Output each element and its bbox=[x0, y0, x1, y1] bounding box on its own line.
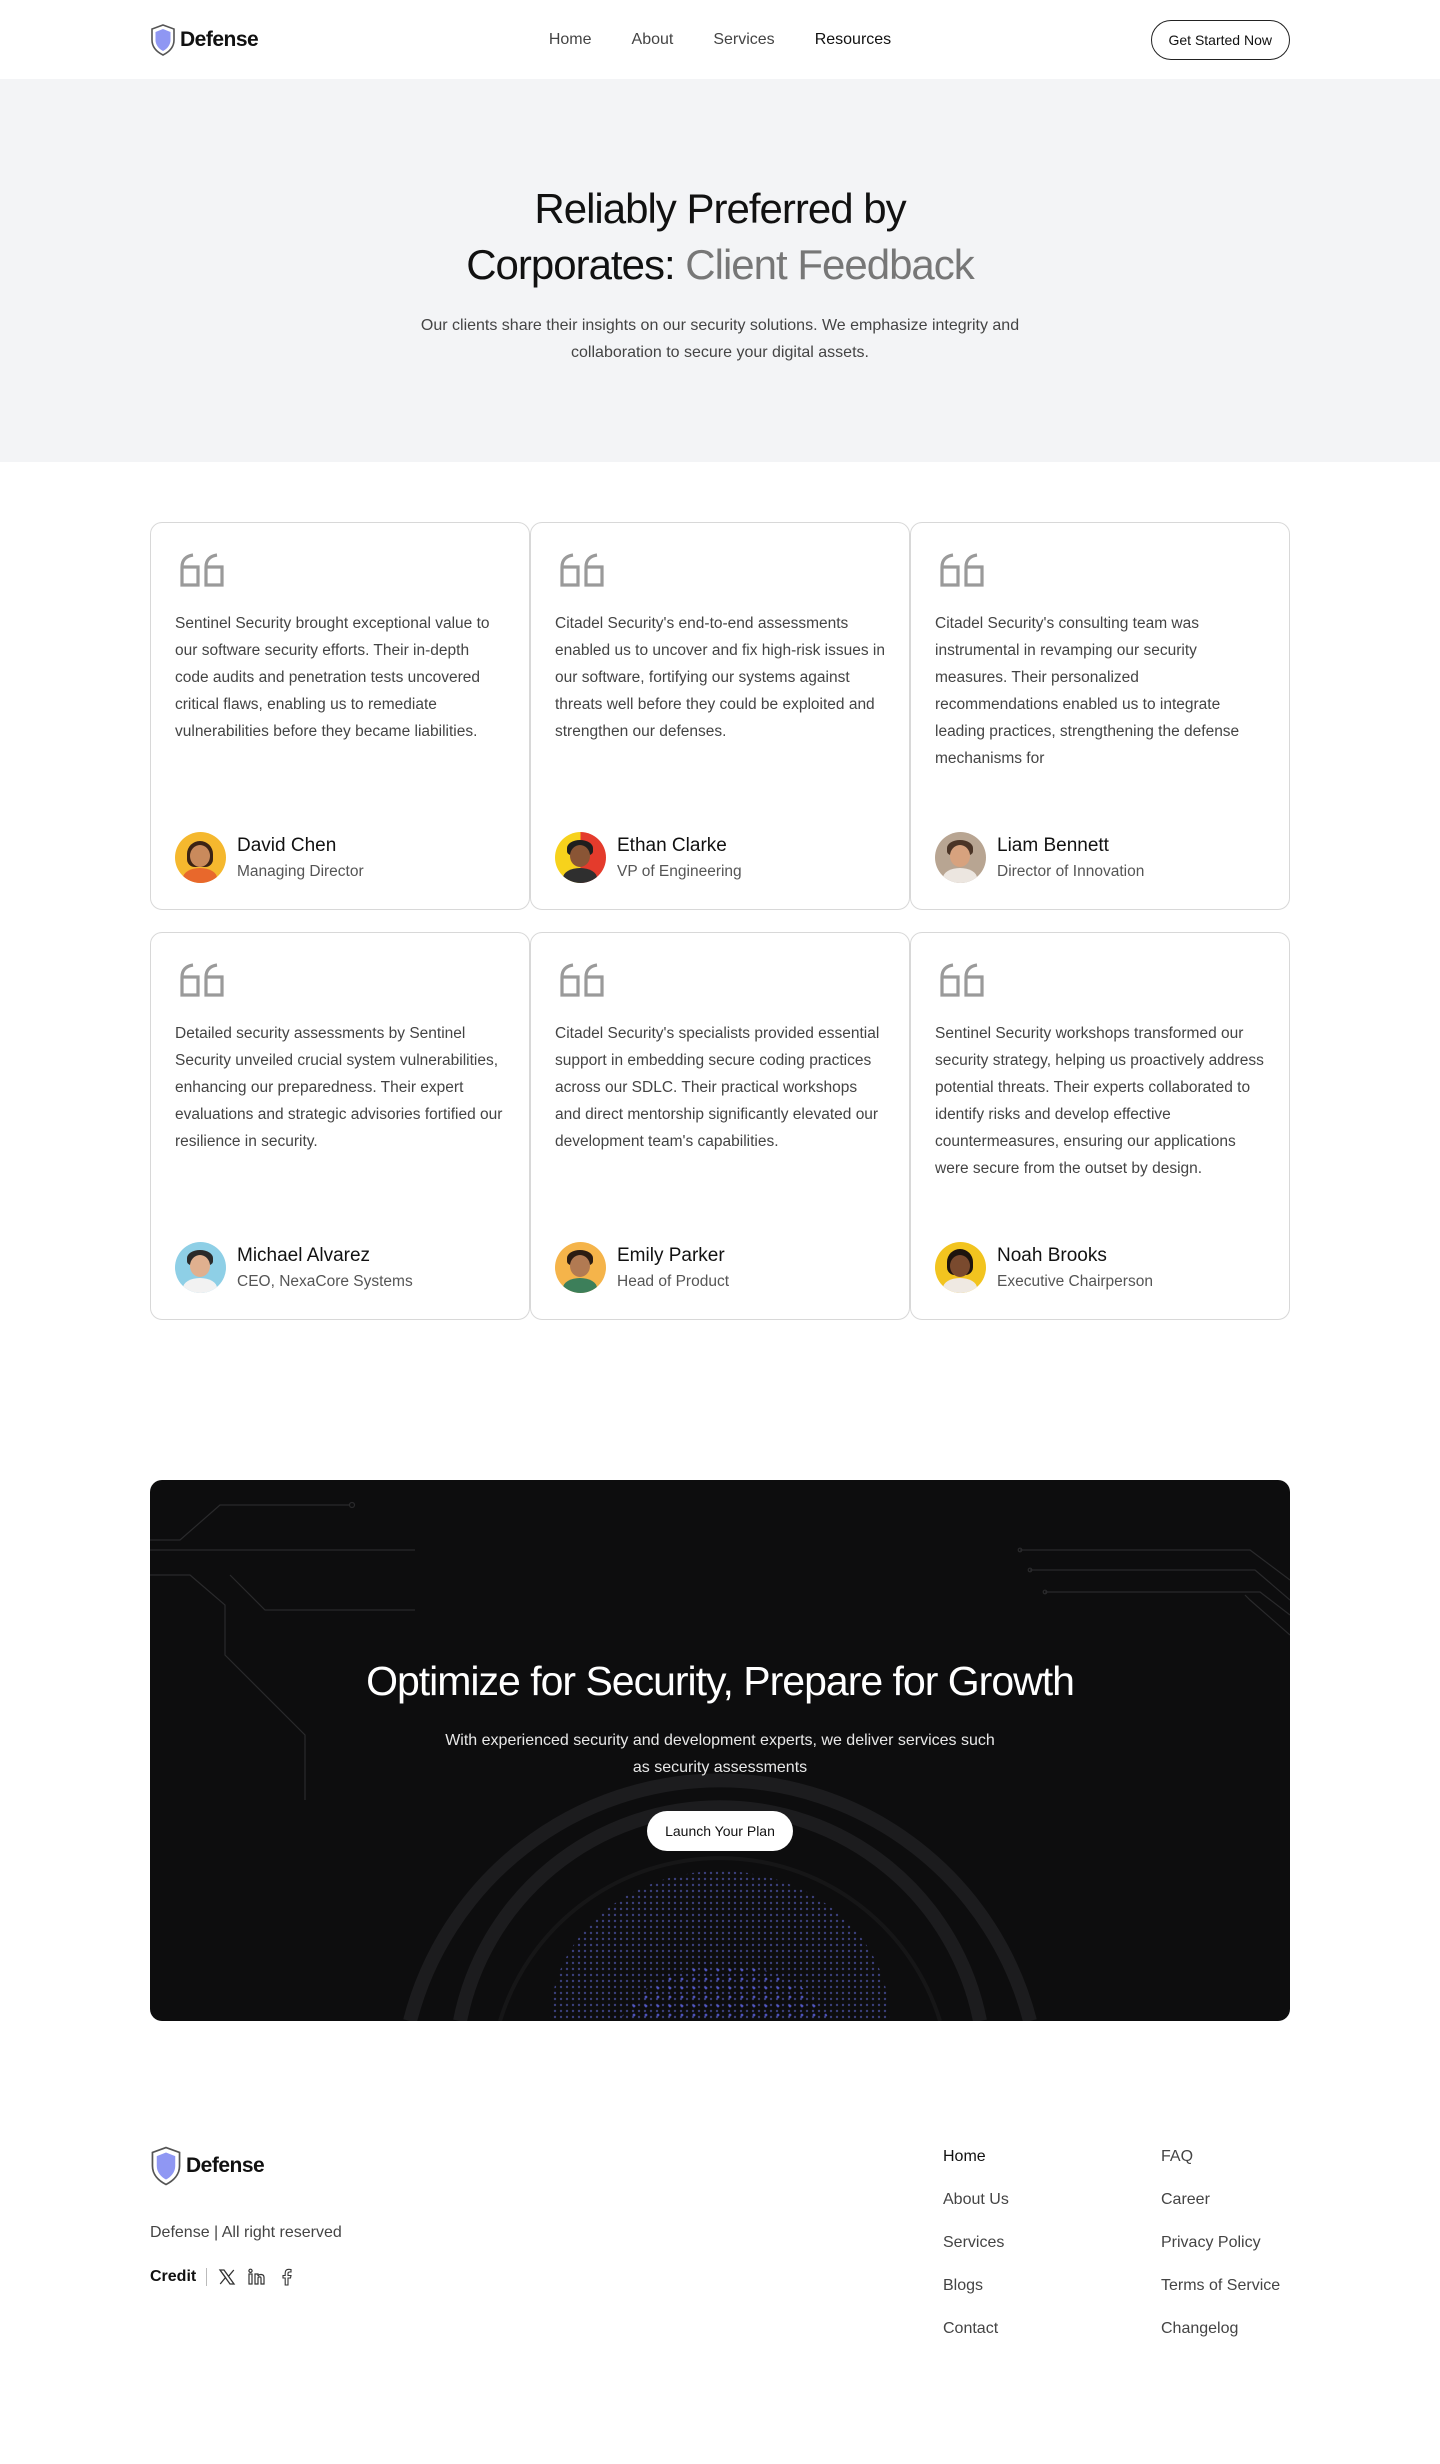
author-role: CEO, NexaCore Systems bbox=[237, 1272, 413, 1290]
footer-link-faq[interactable]: FAQ bbox=[1161, 2148, 1194, 2165]
brand-name: Defense bbox=[180, 27, 259, 51]
author-role: Managing Director bbox=[237, 862, 364, 880]
quote-icon bbox=[559, 963, 607, 997]
quote-icon bbox=[179, 963, 227, 997]
avatar bbox=[935, 832, 986, 883]
quote-icon bbox=[559, 553, 607, 587]
footer-brand-logo[interactable] bbox=[150, 2146, 1290, 2186]
testimonial-card bbox=[150, 522, 530, 910]
page-title bbox=[440, 181, 1000, 293]
footer-link-about[interactable]: About Us bbox=[943, 2191, 1009, 2208]
nav-link-resources[interactable]: Resources bbox=[814, 30, 892, 48]
avatar bbox=[175, 1242, 226, 1293]
cta-content bbox=[150, 1658, 1290, 1851]
author-name: Liam Bennett bbox=[997, 834, 1109, 856]
footer-links-primary bbox=[943, 2146, 1009, 2340]
footer-brand-name: Defense bbox=[186, 2154, 265, 2177]
social-links bbox=[150, 2267, 1290, 2287]
footer-link-terms[interactable]: Terms of Service bbox=[1161, 2277, 1281, 2294]
author-role: Head of Product bbox=[617, 1272, 730, 1290]
testimonial-text: Citadel Security's end-to-end assessments enabled us to uncover and fix high-risk issues in our software, fortifying our systems against threats well before they could be exploited and strengthen our defenses. bbox=[555, 615, 885, 740]
divider bbox=[206, 2268, 207, 2286]
footer-copyright: Defense | All right reserved bbox=[150, 2224, 342, 2241]
credit-label[interactable]: Credit bbox=[150, 2268, 197, 2285]
testimonial-text: Citadel Security's specialists provided essential support in embedding secure coding practices across our SDLC. Their practical workshops and direct mentorship significantly elevated our development team's capabilities. bbox=[555, 1025, 880, 1150]
testimonial-text: Citadel Security's consulting team was instrumental in revamping our security measures. Their personalized recommendations enabled us to integrate leading practices, strengthening the defense mechanisms for bbox=[935, 615, 1240, 767]
testimonial-text: Sentinel Security workshops transformed our security strategy, helping us proactively address potential threats. Their experts collaborated to identify risks and develop effective countermeasures, ensuring our applications were secure from the outset by design. bbox=[935, 1025, 1264, 1177]
get-started-button[interactable]: Get Started Now bbox=[1151, 20, 1291, 60]
author-role: VP of Engineering bbox=[617, 862, 742, 880]
footer-link-contact[interactable]: Contact bbox=[943, 2320, 999, 2337]
author-name: Noah Brooks bbox=[997, 1244, 1107, 1266]
author-name: Ethan Clarke bbox=[617, 834, 727, 856]
cta-text: With experienced security and development experts, we deliver services such as security assessments bbox=[445, 1732, 995, 1776]
footer-link-blogs[interactable]: Blogs bbox=[943, 2277, 984, 2294]
footer-link-career[interactable]: Career bbox=[1161, 2191, 1210, 2208]
nav-link-services[interactable]: Services bbox=[713, 30, 775, 48]
launch-plan-button[interactable]: Launch Your Plan bbox=[647, 1811, 793, 1851]
testimonial-author bbox=[175, 1242, 413, 1293]
author-name: Emily Parker bbox=[617, 1244, 725, 1266]
footer-link-home[interactable]: Home bbox=[943, 2148, 986, 2165]
testimonial-text: Sentinel Security brought exceptional value to our software security efforts. Their in-depth code audits and penetration tests uncovered critical flaws, enabling us to remediate vulnerabilities before they became liabilities. bbox=[175, 615, 490, 740]
testimonial-author bbox=[555, 832, 742, 883]
avatar bbox=[935, 1242, 986, 1293]
testimonial-card bbox=[530, 932, 910, 1320]
testimonial-author bbox=[555, 1242, 729, 1293]
author-name: Michael Alvarez bbox=[237, 1244, 371, 1266]
x-twitter-icon[interactable] bbox=[217, 2267, 237, 2287]
testimonial-text: Detailed security assessments by Sentinel Security unveiled crucial system vulnerabilities, enhancing our preparedness. Their expert evaluations and strategic advisories fortified our resilience in security. bbox=[175, 1025, 503, 1150]
nav-link-home[interactable]: Home bbox=[548, 30, 592, 48]
quote-icon bbox=[939, 553, 987, 587]
author-name: David Chen bbox=[237, 834, 337, 856]
avatar bbox=[555, 1242, 606, 1293]
testimonial-card bbox=[910, 522, 1290, 910]
cta-title: Optimize for Security, Prepare for Growth bbox=[366, 1658, 1074, 1704]
testimonial-author bbox=[935, 1242, 1153, 1293]
nav-link-about[interactable]: About bbox=[631, 30, 674, 48]
brand-logo[interactable] bbox=[150, 24, 258, 56]
footer-link-privacy[interactable]: Privacy Policy bbox=[1161, 2234, 1261, 2251]
top-nav bbox=[0, 0, 1440, 79]
title-muted: Client Feedback bbox=[685, 241, 974, 288]
footer-links-secondary bbox=[1161, 2146, 1280, 2340]
testimonials-grid bbox=[0, 462, 1440, 1320]
avatar bbox=[555, 832, 606, 883]
cta-banner bbox=[150, 1480, 1290, 2021]
footer bbox=[0, 2146, 1440, 2464]
testimonial-card bbox=[150, 932, 530, 1320]
shield-logo-icon bbox=[150, 2146, 182, 2186]
nav-links bbox=[549, 31, 891, 49]
linkedin-icon[interactable] bbox=[247, 2267, 267, 2287]
avatar bbox=[175, 832, 226, 883]
facebook-icon[interactable] bbox=[277, 2267, 297, 2287]
shield-logo-icon bbox=[150, 24, 176, 56]
hero-subtitle: Our clients share their insights on our security solutions. We emphasize integrity and collaboration to secure your digital assets. bbox=[420, 317, 1020, 361]
footer-link-services[interactable]: Services bbox=[943, 2234, 1005, 2251]
testimonial-card bbox=[910, 932, 1290, 1320]
author-role: Director of Innovation bbox=[997, 862, 1145, 880]
footer-link-changelog[interactable]: Changelog bbox=[1161, 2320, 1239, 2337]
quote-icon bbox=[939, 963, 987, 997]
author-role: Executive Chairperson bbox=[997, 1272, 1153, 1290]
title-main: Reliably Preferred by Corporates: bbox=[466, 185, 906, 288]
hero-section bbox=[0, 79, 1440, 462]
quote-icon bbox=[179, 553, 227, 587]
testimonial-author bbox=[175, 832, 364, 883]
testimonial-author bbox=[935, 832, 1144, 883]
testimonial-card bbox=[530, 522, 910, 910]
